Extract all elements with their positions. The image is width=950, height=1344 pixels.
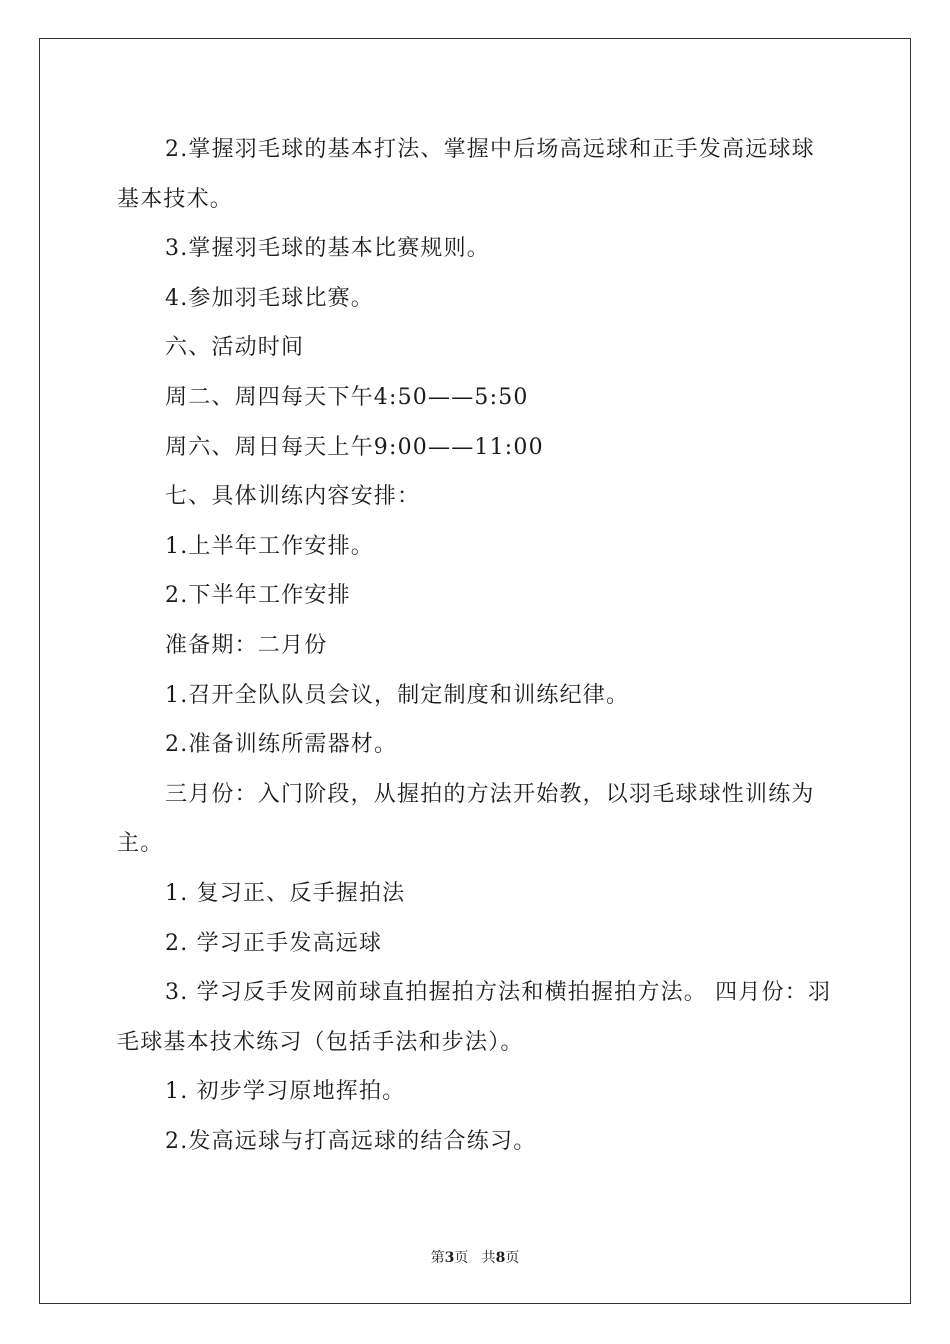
paragraph: 2. 学习正手发高远球 <box>165 930 383 956</box>
paragraph: 周二、周四每天下午4:50——5:50 <box>165 384 529 410</box>
paragraph: 1. 复习正、反手握拍法 <box>165 880 406 906</box>
paragraph: 3.掌握羽毛球的基本比赛规则。 <box>165 236 490 262</box>
paragraph: 1.召开全队队员会议，制定制度和训练纪律。 <box>165 682 630 708</box>
footer-total-pages: 8 <box>495 1250 506 1266</box>
footer-total-prefix: 共 <box>481 1250 496 1266</box>
paragraph: 1. 初步学习原地挥拍。 <box>165 1079 406 1105</box>
paragraph: 3. 学习反手发网前球直拍握拍方法和横拍握拍方法。 四月份：羽毛球基本技术练习（包括手法和步法）。 <box>117 980 832 1055</box>
paragraph: 1.上半年工作安排。 <box>165 533 374 559</box>
footer-page-suffix: 页 <box>454 1250 469 1266</box>
footer-prefix: 第 <box>430 1250 445 1266</box>
section-heading: 七、具体训练内容安排： <box>165 484 421 510</box>
paragraph: 2.掌握羽毛球的基本打法、掌握中后场高远球和正手发高远球球基本技术。 <box>117 137 815 212</box>
paragraph: 2.发高远球与打高远球的结合练习。 <box>165 1128 537 1154</box>
page-footer <box>0 1247 950 1267</box>
paragraph: 4.参加羽毛球比赛。 <box>165 285 374 311</box>
paragraph: 周六、周日每天上午9:00——11:00 <box>165 434 544 460</box>
paragraph: 准备期：二月份 <box>165 632 328 658</box>
paragraph: 2.下半年工作安排 <box>165 583 351 609</box>
footer-total-suffix: 页 <box>505 1250 520 1266</box>
footer-page-number: 3 <box>444 1250 455 1266</box>
document-body <box>117 125 837 1166</box>
paragraph: 三月份：入门阶段，从握拍的方法开始教，以羽毛球球性训练为主。 <box>117 781 815 857</box>
section-heading: 六、活动时间 <box>165 335 305 361</box>
paragraph: 2.准备训练所需器材。 <box>165 732 398 758</box>
